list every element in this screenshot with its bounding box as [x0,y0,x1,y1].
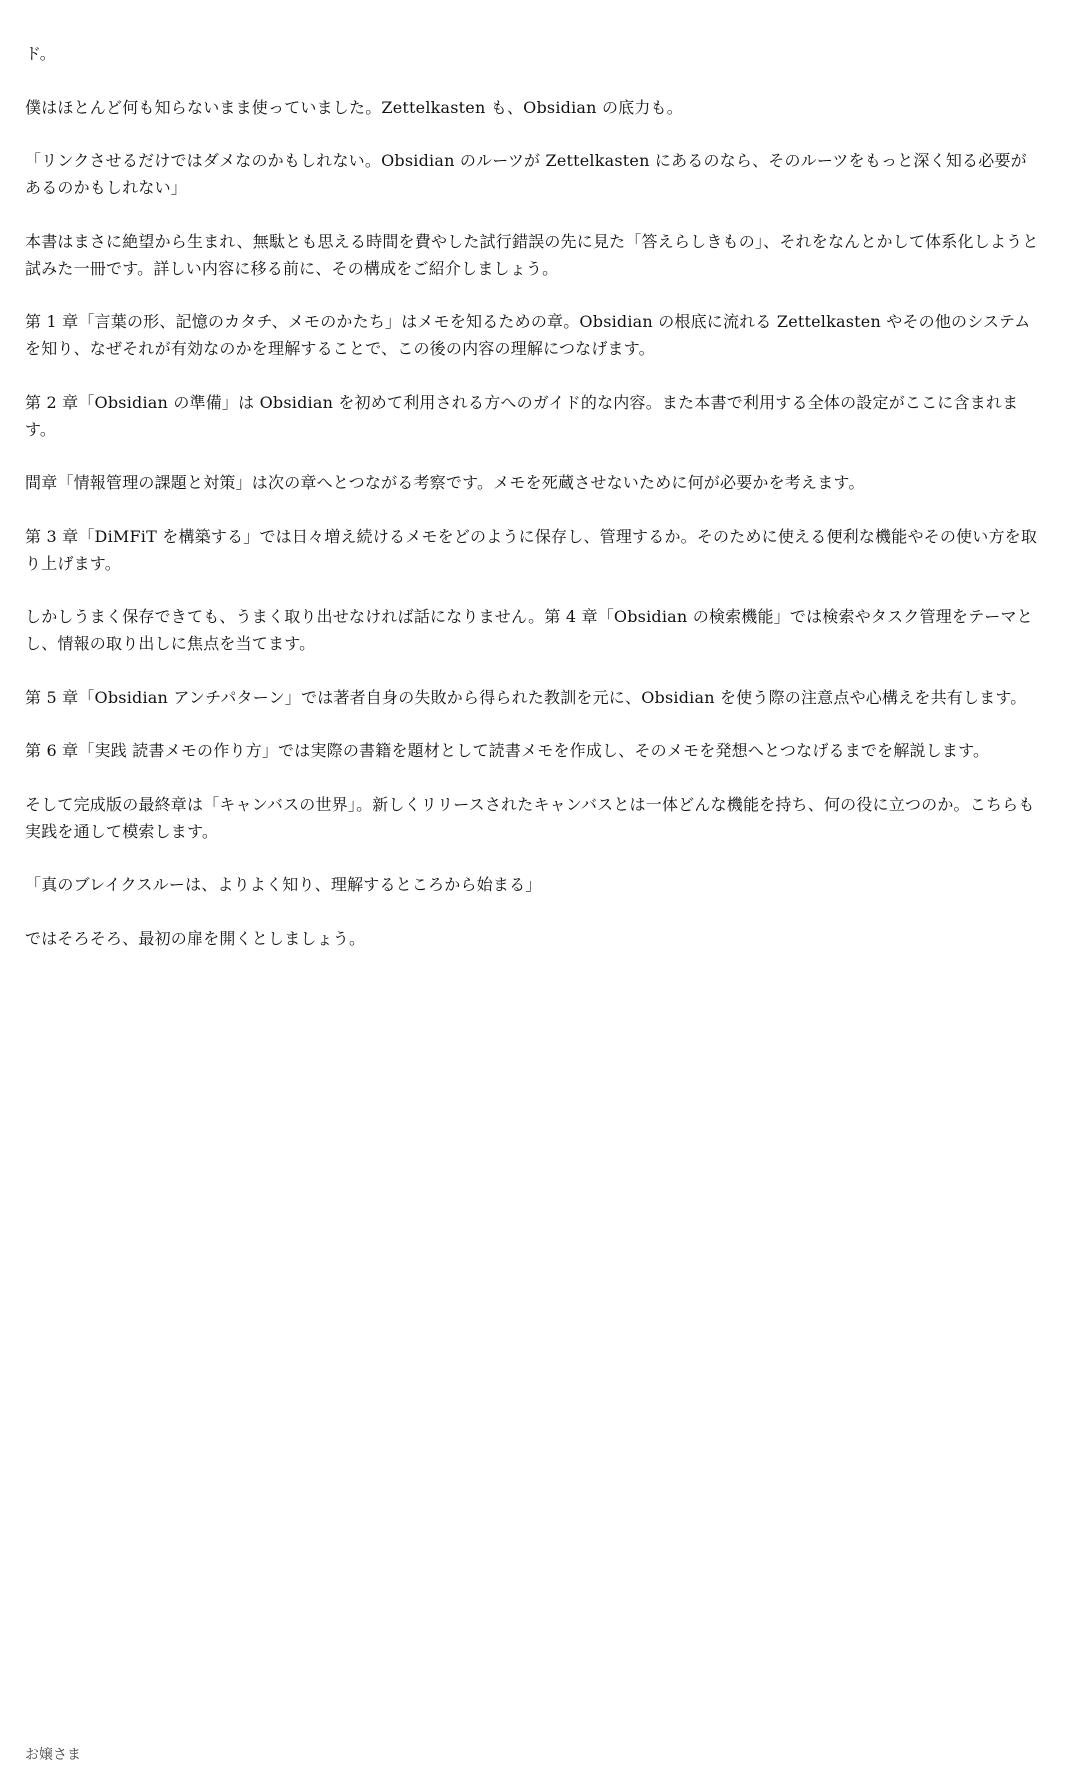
paragraph-quote-breakthrough: 「真のブレイクスルーは、よりよく知り、理解するところから始まる」 [25,875,542,894]
paragraph-closing: ではそろそろ、最初の扉を開くとしましょう。 [25,928,366,948]
paragraph-author-note: 僕はほとんど何も知らないまま使っていました。Zettelkasten も、Obsidian の底力も。 [25,97,683,117]
paragraph-chapter-5: 第 5 章「Obsidian アンチパターン」では著者自身の失敗から得られた教訓を元に、Obsidian を使う際の注意点や心構えを共有します。 [25,687,1027,707]
paragraph-chapter-4: しかしうまく保存できても、うまく取り出せなければ話になりません。第 4 章「Obsidian の検索機能」では検索やタスク管理をテーマとし、情報の取り出しに焦点を当てます。 [25,607,1033,653]
paragraph-interlude: 間章「情報管理の課題と対策」は次の章へとつながる考察です。メモを死蔵させないために何が必要かを考えます。 [25,473,865,492]
paragraph-fragment: ド。 [25,44,56,63]
paragraph-quote-links: 「リンクさせるだけではダメなのかもしれない。Obsidian のルーツが Zettelkasten にあるのなら、そのルーツをもっと深く知る必要があるのかもしれない」 [25,151,1027,197]
paragraph-final-chapter: そして完成版の最終章は「キャンバスの世界」。新しくリリースされたキャンバスとは一体どんな機能を持ち、何の役に立つのか。こちらも実践を通して模索します。 [25,794,1035,841]
paragraph-book-intro: 本書はまさに絶望から生まれ、無駄とも思える時間を費やした試行錯誤の先に見た「答えらしきもの」、それをなんとかして体系化しようと試みた一冊です。詳しい内容に移る前に、その構成をご紹介しましょう。 [25,231,1039,278]
paragraph-chapter-6: 第 6 章「実践 読書メモの作り方」では実際の書籍を題材として読書メモを作成し、そのメモを発想へとつなげるまでを解説します。 [25,741,990,760]
page-footer-text: お嬢さま [25,1747,81,1763]
paragraph-chapter-2: 第 2 章「Obsidian の準備」は Obsidian を初めて利用される方へのガイド的な内容。また本書で利用する全体の設定がここに含まれます。 [25,392,1019,439]
paragraph-chapter-3: 第 3 章「DiMFiT を構築する」では日々増え続けるメモをどのように保存し、管理するか。そのために使える便利な機能やその使い方を取り上げます。 [25,526,1038,573]
paragraph-chapter-1: 第 1 章「言葉の形、記憶のカタチ、メモのかたち」はメモを知るための章。Obsidian の根底に流れる Zettelkasten やその他のシステムを知り、なぜそれが有効なのかを理解することで、この後の内容の理解につなげます。 [25,312,1031,358]
